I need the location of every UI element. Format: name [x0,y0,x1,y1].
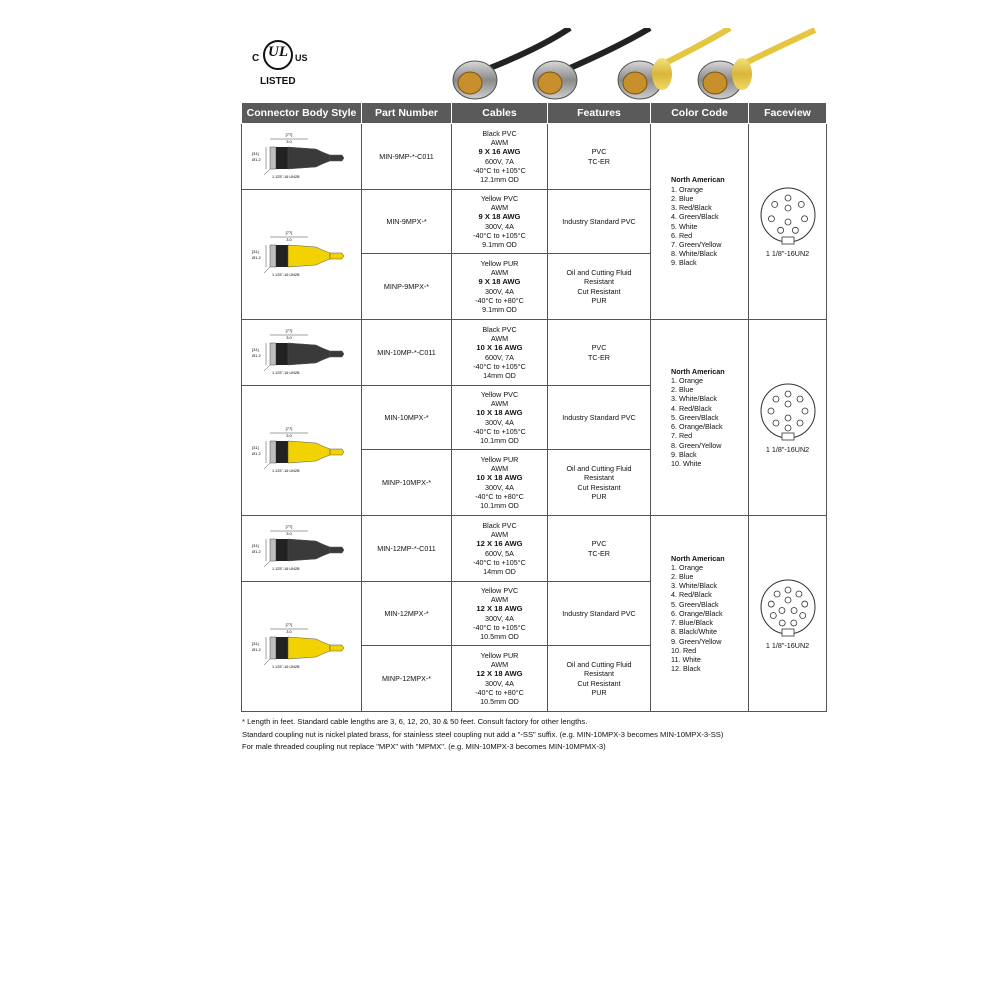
color-code-item: 4. Red/Black [671,590,712,600]
part-number-cell [362,582,452,646]
grip-ring [276,539,288,561]
faceview-pin-diagram [758,185,818,247]
part-number: MIN-10MP-*-C011 [377,347,436,357]
connector-body-drawing [250,131,354,183]
part-number-cell [362,124,452,190]
color-code-cell [651,124,749,320]
cable-spec-line: AWM [490,334,509,344]
color-code-item: 8. White/Black [671,249,717,259]
color-code-item: 10. White [671,458,702,468]
features-cell [548,124,651,190]
faceview-pin [771,201,777,207]
cable-spec-line: 10.1mm OD [480,435,519,445]
features-cell [548,450,651,516]
feature-line: Cut Resistant [577,286,621,296]
cable-spec-line: AWM [490,399,509,409]
cable-spec-cell [452,516,548,582]
cable-spec-cell [452,190,548,254]
cable-spec-line: Black PVC [482,520,517,530]
connector-body [288,539,330,561]
cable-conductor-gauge: 12 X 18 AWG [476,669,523,679]
cable-spec-cell [452,386,548,450]
faceview-cell [749,516,827,712]
table-body [242,124,827,712]
coupling-nut [270,441,276,463]
cable-spec-line: Black PVC [482,128,517,138]
length-label-in: 3.0 [285,236,292,242]
thread-leader-line [264,365,270,371]
faceview-cell [749,320,827,516]
faceview-pin [774,591,780,597]
connector-body-drawing [250,327,354,379]
cable-spec-line: -40°C to +105°C [473,230,526,240]
color-code-item: 7. Blue/Black [671,618,713,628]
cable-spec-line: 10.5mm OD [480,631,519,641]
feature-line: Industry Standard PVC [562,412,636,422]
cable-stub [330,645,344,651]
part-number: MIN-9MPX-* [386,216,427,226]
part-number-cell [362,254,452,320]
coupling-nut [270,245,276,267]
connector-body-drawing [250,229,354,281]
feature-line: Oil and Cutting Fluid [566,464,632,474]
coupling-nut [270,343,276,365]
feature-line: PVC [591,539,607,549]
color-code-item: 6. Orange/Black [671,422,723,432]
header-connector-body-style: Connector Body Style [242,103,362,124]
cable-spec-line: 300V, 4A [485,221,514,231]
feature-line: TC-ER [588,156,610,166]
cable-spec-line: -40°C to +105°C [473,557,526,567]
cable-spec-line: 600V, 7A [485,352,514,362]
connector-body [288,343,330,365]
diameter-label-mm: [31] [251,150,259,156]
cable-spec-line: AWM [490,138,509,148]
cable-conductor-gauge: 9 X 18 AWG [478,212,521,222]
faceview-pin [785,205,791,211]
feature-line: PUR [591,295,607,305]
connector-body-yellow-cell [242,582,362,712]
color-code-item: 1. Orange [671,376,703,386]
faceview-pin [772,396,778,402]
faceview-pin [798,201,804,207]
footnote-male-thread: For male threaded coupling nut replace "MPX" with "MPMX". (e.g. MIN-10MPX-3 becomes MIN-10MPMX-3) [242,742,606,751]
part-number-cell [362,386,452,450]
color-code-item: 5. White [671,221,698,231]
connector-body-black-cell [242,124,362,190]
color-code-item: 7. Red [671,431,693,441]
cable-conductor-gauge: 10 X 16 AWG [476,343,523,353]
faceview-pin [797,420,803,426]
part-number-cell [362,450,452,516]
connector-body [288,441,330,463]
faceview-pin [770,612,776,618]
cable-spec-line: AWM [490,203,509,213]
header-features: Features [548,103,651,124]
thread-leader-line [264,169,270,175]
cable-spec-line: AWM [490,660,509,670]
thread-label: 1.125"-16 UN2B [271,664,300,669]
cable-spec-line: Yellow PVC [480,389,519,399]
color-code-heading: North American [671,553,725,563]
color-code-item: 10. Red [671,645,697,655]
connector-body [288,147,330,169]
length-label-in: 3.0 [285,138,292,144]
diameter-label-in: Ø1.2 [251,548,261,554]
grip-ring [276,245,288,267]
feature-line: TC-ER [588,352,610,362]
part-number: MINP-9MPX-* [383,281,430,291]
faceview-pin [785,415,791,421]
length-label-mm: [77] [285,621,292,627]
diameter-label-mm: [31] [251,640,259,646]
feature-line: Resistant [584,669,614,679]
cable-spec-line: -40°C to +80°C [475,687,524,697]
ul-us-text: US [295,53,308,63]
feature-line: Resistant [584,277,614,287]
faceview-pin [791,607,797,613]
faceview-pin [799,612,805,618]
length-label-mm: [77] [285,229,292,235]
cable-spec-line: -40°C to +105°C [473,361,526,371]
diameter-label-in: Ø1.2 [251,156,261,162]
part-number: MIN-12MPX-* [384,608,429,618]
cable-spec-cell [452,124,548,190]
connector-body-drawing [250,425,354,477]
footnote-coupling-nut: Standard coupling nut is nickel plated brass, for stainless steel coupling nut add a "-SS" suffix. (e.g. MIN-10MPX-3 becomes MIN-10MPX-3-SS) [242,729,724,739]
faceview-pin [785,597,791,603]
diameter-label-in: Ø1.2 [251,352,261,358]
ul-c-text: C [252,53,260,64]
cable-stub [330,449,344,455]
faceview-pin [801,216,807,222]
color-code-item: 9. Black [671,449,697,459]
cable-spec-line: 10.1mm OD [480,500,519,510]
feature-line: PVC [591,343,607,353]
faceview-pin [777,227,783,233]
diameter-label-mm: [31] [251,444,259,450]
faceview-pin [785,219,791,225]
faceview-pin [795,591,801,597]
grip-ring [276,637,288,659]
faceview-pin [785,425,791,431]
cable-spec-line: Yellow PUR [480,454,519,464]
thread-label: 1.125"-16 UN2B [271,174,300,179]
connector-photo-banner [450,28,820,100]
faceview-pin [779,620,785,626]
cable-spec-line: Yellow PUR [480,258,519,268]
faceview-key [782,237,794,244]
header-color-code: Color Code [651,103,749,124]
color-code-item: 3. White/Black [671,394,717,404]
features-cell [548,516,651,582]
cable-conductor-gauge: 12 X 18 AWG [476,604,523,614]
feature-line: Industry Standard PVC [562,216,636,226]
table-row [242,516,827,582]
thread-label: 1.125"-16 UN2B [271,370,300,375]
cable-spec-line: 300V, 4A [485,482,514,492]
cable-spec-line: 300V, 4A [485,613,514,623]
cable-spec-cell [452,254,548,320]
diameter-label-in: Ø1.2 [251,450,261,456]
cable-spec-line: -40°C to +80°C [475,295,524,305]
table-row [242,320,827,386]
features-cell [548,646,651,712]
diameter-label-in: Ø1.2 [251,254,261,260]
cable-spec-line: -40°C to +105°C [473,426,526,436]
faceview-key [782,433,794,440]
diameter-label-mm: [31] [251,542,259,548]
faceview-cell [749,124,827,320]
faceview-thread-label: 1 1/8"-16UN2 [765,640,810,650]
color-code-item: 4. Red/Black [671,403,712,413]
connector-body-black-cell [242,320,362,386]
cable-conductor-gauge: 10 X 18 AWG [476,473,523,483]
cable-spec-line: AWM [490,530,509,540]
connector-body [288,637,330,659]
ul-listed-mark [250,40,312,92]
cable-spec-line: 300V, 4A [485,417,514,427]
color-code-item: 5. Green/Black [671,599,719,609]
feature-line: Oil and Cutting Fluid [566,660,632,670]
header-part-number: Part Number [362,103,452,124]
connector-photo-2 [533,61,577,99]
connector-body-yellow-cell [242,190,362,320]
color-code-item: 12. Black [671,664,701,674]
color-code-heading: North American [671,366,725,376]
feature-line: Resistant [584,473,614,483]
cable-spec-line: 14mm OD [483,566,516,576]
color-code-item: 1. Orange [671,562,703,572]
part-number-cell [362,516,452,582]
cable-spec-cell [452,320,548,386]
faceview-key [782,629,794,636]
part-number-cell [362,646,452,712]
connector-body-black-cell [242,516,362,582]
color-code-cell [651,320,749,516]
feature-line: Industry Standard PVC [562,608,636,618]
part-number: MINP-12MPX-* [381,673,432,683]
faceview-thread-label: 1 1/8"-16UN2 [765,444,810,454]
cable-spec-line: 12.1mm OD [480,174,519,184]
faceview-pin [785,587,791,593]
faceview-pin [785,391,791,397]
cable-spec-line: AWM [490,595,509,605]
color-code-item: 2. Blue [671,193,694,203]
color-code-cell [651,516,749,712]
cable-spec-line: 300V, 4A [485,286,514,296]
cable-spec-line: Yellow PVC [480,193,519,203]
cable-spec-line: 600V, 7A [485,156,514,166]
features-cell [548,386,651,450]
color-code-item: 3. Red/Black [671,203,712,213]
faceview-pin [785,195,791,201]
connector-photo-3 [618,58,672,99]
length-label-in: 3.0 [285,334,292,340]
thread-leader-line [264,659,270,665]
part-number: MIN-9MP-*-C011 [379,151,434,161]
thread-leader-line [264,561,270,567]
cable-spec-cell [452,450,548,516]
cable-conductor-gauge: 9 X 18 AWG [478,277,521,287]
table-header-row [242,103,827,124]
connector-body-drawing [250,523,354,575]
cable-spec-line: Yellow PUR [480,650,519,660]
cable-spec-line: 300V, 4A [485,678,514,688]
cable-spec-line: 14mm OD [483,370,516,380]
feature-line: Cut Resistant [577,482,621,492]
faceview-pin [801,601,807,607]
thread-label: 1.125"-16 UN2B [271,272,300,277]
diameter-label-mm: [31] [251,346,259,352]
color-code-item: 8. Black/White [671,627,717,637]
connector-photo-1 [453,61,497,99]
part-number-cell [362,320,452,386]
faceview-pin [778,607,784,613]
color-code-item: 9. Black [671,258,697,268]
color-code-item: 4. Green/Black [671,212,719,222]
grip-ring [276,147,288,169]
connector-body-yellow-cell [242,386,362,516]
faceview-pin-diagram [758,381,818,443]
color-code-item: 2. Blue [671,572,694,582]
features-cell [548,190,651,254]
color-code-item: 6. Orange/Black [671,608,723,618]
cable-conductor-gauge: 12 X 16 AWG [476,539,523,549]
cable-stub [330,155,344,161]
feature-line: TC-ER [588,548,610,558]
faceview-pin [785,401,791,407]
color-code-item: 3. White/Black [671,581,717,591]
cable-spec-line: AWM [490,464,509,474]
features-cell [548,582,651,646]
connector-body-drawing [250,621,354,673]
cable-spec-cell [452,646,548,712]
cable-spec-line: Black PVC [482,324,517,334]
length-label-mm: [77] [285,327,292,333]
color-code-item: 8. Green/Yellow [671,440,722,450]
footnote-length: * Length in feet. Standard cable lengths are 3, 6, 12, 20, 30 & 50 feet. Consult factory for other lengths. [242,717,588,726]
length-label-mm: [77] [285,523,292,529]
cable-spec-line: AWM [490,268,509,278]
cable-spec-line: -40°C to +105°C [473,165,526,175]
color-code-item: 5. Green/Black [671,412,719,422]
features-cell [548,320,651,386]
part-number: MIN-12MP-*-C011 [377,543,436,553]
color-code-item: 9. Green/Yellow [671,636,722,646]
length-label-in: 3.0 [285,628,292,634]
faceview-pin [792,227,798,233]
color-code-item: 1. Orange [671,184,703,194]
feature-line: PUR [591,687,607,697]
cable-stub [330,253,344,259]
header-cables: Cables [452,103,548,124]
cable-spec-line: -40°C to +105°C [473,622,526,632]
faceview-pin [768,216,774,222]
coupling-nut [270,637,276,659]
length-label-mm: [77] [285,425,292,431]
cable-spec-line: 600V, 5A [485,548,514,558]
length-label-mm: [77] [285,131,292,137]
feature-line: PUR [591,491,607,501]
length-label-in: 3.0 [285,432,292,438]
thread-leader-line [264,267,270,273]
connector-spec-table [241,102,827,712]
cable-conductor-gauge: 9 X 16 AWG [478,147,521,157]
table-row [242,124,827,190]
coupling-nut [270,147,276,169]
diameter-label-in: Ø1.2 [251,646,261,652]
color-code-item: 6. Red [671,230,693,240]
grip-ring [276,441,288,463]
cable-spec-line: -40°C to +80°C [475,491,524,501]
cable-spec-line: 10.5mm OD [480,696,519,706]
grip-ring [276,343,288,365]
ul-listed-text: LISTED [260,76,296,87]
cable-spec-line: Yellow PVC [480,585,519,595]
faceview-pin [797,396,803,402]
faceview-pin-diagram [758,577,818,639]
part-number-cell [362,190,452,254]
faceview-pin [772,420,778,426]
cable-spec-line: 9.1mm OD [482,239,517,249]
cable-conductor-gauge: 10 X 18 AWG [476,408,523,418]
length-label-in: 3.0 [285,530,292,536]
thread-label: 1.125"-16 UN2B [271,566,300,571]
feature-line: Oil and Cutting Fluid [566,268,632,278]
connector-body [288,245,330,267]
color-code-item: 2. Blue [671,385,694,395]
diameter-label-mm: [31] [251,248,259,254]
thread-label: 1.125"-16 UN2B [271,468,300,473]
thread-leader-line [264,463,270,469]
color-code-item: 7. Green/Yellow [671,239,722,249]
feature-line: Cut Resistant [577,678,621,688]
cable-spec-cell [452,582,548,646]
color-code-heading: North American [671,175,725,185]
part-number: MIN-10MPX-* [384,412,429,422]
faceview-pin [802,408,808,414]
faceview-pin [768,601,774,607]
header-faceview: Faceview [749,103,827,124]
color-code-item: 11. White [671,654,701,664]
footnotes [242,716,723,754]
coupling-nut [270,539,276,561]
cable-stub [330,547,344,553]
faceview-pin [768,408,774,414]
cable-spec-line: 9.1mm OD [482,304,517,314]
features-cell [548,254,651,320]
connector-photo-4 [698,58,752,99]
faceview-pin [790,620,796,626]
faceview-thread-label: 1 1/8"-16UN2 [765,248,810,258]
feature-line: PVC [591,147,607,157]
cable-stub [330,351,344,357]
part-number: MINP-10MPX-* [381,477,432,487]
ul-logo-text: UL [268,44,288,60]
